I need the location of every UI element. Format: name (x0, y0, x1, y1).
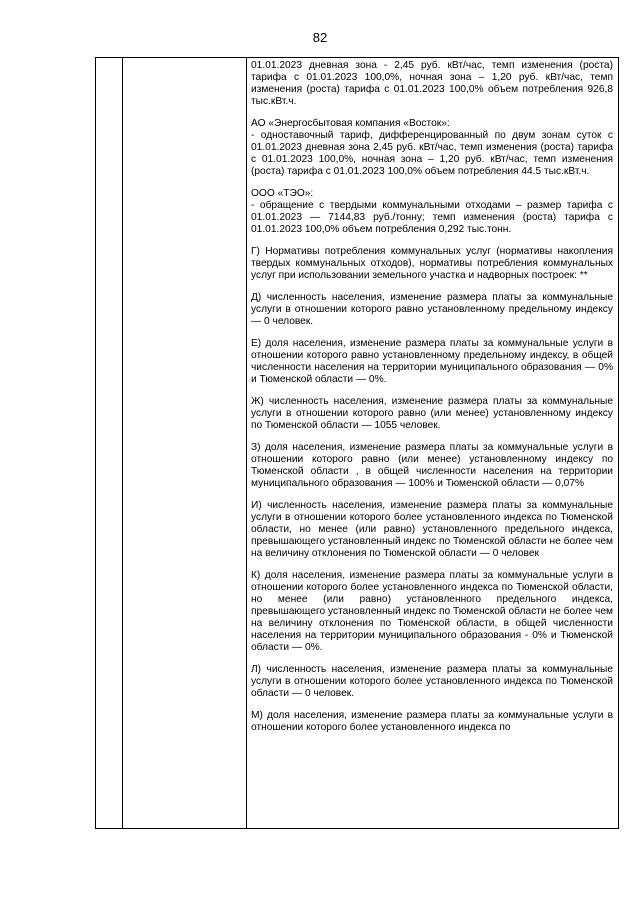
paragraph-electricity-tariff: 01.01.2023 дневная зона - 2,45 руб. кВт/час, темп изменения (роста) тарифа с 01.01.2023 100,0%, ночная зона – 1,20 руб. кВт/час, темп изменения (роста) тарифа с 01.01.2023 100,0% объем потребления 926,8 тыс.кВт.ч. (251, 60, 613, 107)
page-number: 82 (312, 30, 328, 45)
paragraph-teo-tariff: - обращение с твердыми коммунальными отходами – размер тарифа с 01.01.2023 — 7144,83 руб./тонну; темп изменения (роста) тарифа с 01.01.2023 100,0% объем потребления 0,292 тыс.тонн. (251, 200, 613, 235)
paragraph-i: И) численность населения, изменение размера платы за коммунальные услуги в отношении которого более установленного индекса по Тюменской области, но менее (или равно) установленного предельного индекса, превышающего установленный индекс по Тюменской области не более чем на величину отклонения по Тюменской области — 0 человек (251, 500, 613, 559)
paragraph-d: Д) численность населения, изменение размера платы за коммунальные услуги в отношении которого равно установленному предельному индексу — 0 человек. (251, 292, 613, 327)
paragraph-zh: Ж) численность населения, изменение размера платы за коммунальные услуги в отношении которого равно (или менее) установленному индексу по Тюменской области — 1055 человек. (251, 396, 613, 431)
paragraph-e: Е) доля населения, изменение размера платы за коммунальные услуги в отношении которого равно установленному предельному индексу, в общей численности населения на территории муниципального образования — 0% и Тюменской области — 0%. (251, 338, 613, 385)
document-table (95, 57, 619, 829)
column-divider-1 (122, 58, 123, 828)
paragraph-m: М) доля населения, изменение размера платы за коммунальные услуги в отношении которого более установленного индекса по (251, 710, 613, 733)
paragraph-z: З) доля населения, изменение размера платы за коммунальные услуги в отношении которого равно (или менее) установленному индексу по Тюменской области , в общей численности населения на территории муниципального образования — 100% и Тюменской области — 0,07% (251, 442, 613, 489)
table-text-cell (251, 60, 613, 734)
paragraph-k: К) доля населения, изменение размера платы за коммунальные услуги в отношении которого более установленного индекса по Тюменской области, но менее (или равно) установленного предельного индекса, превышающего установленный индекс по Тюменской области не более чем на величину отклонения по Тюменской области, в общей численности населения на территории муниципального образования - 0% и Тюменской области — 0%. (251, 570, 613, 653)
paragraph-company-vostok: АО «Энергосбытовая компания «Восток»: (251, 118, 450, 129)
paragraph-l: Л) численность населения, изменение размера платы за коммунальные услуги в отношении которого более установленного индекса по Тюменской области — 0 человек. (251, 664, 613, 699)
paragraph-company-teo: ООО «ТЭО»: (251, 188, 314, 199)
paragraph-vostok-tariff: - одноставочный тариф, дифференцированный по двум зонам суток с 01.01.2023 дневная зона 2,45 руб. кВт/час, темп изменения (роста) тарифа с 01.01.2023 100,0%, ночная зона – 1,20 руб. кВт/час, темп изменения (роста) тарифа с 01.01.2023 100,0% объем потребления 44.5 тыс.кВт.ч. (251, 130, 613, 177)
column-divider-2 (246, 58, 247, 828)
paragraph-g: Г) Нормативы потребления коммунальных услуг (нормативы накопления твердых коммунальных отходов), нормативы потребления коммунальных услуг при использовании земельного участка и надворных построек: ** (251, 246, 613, 281)
